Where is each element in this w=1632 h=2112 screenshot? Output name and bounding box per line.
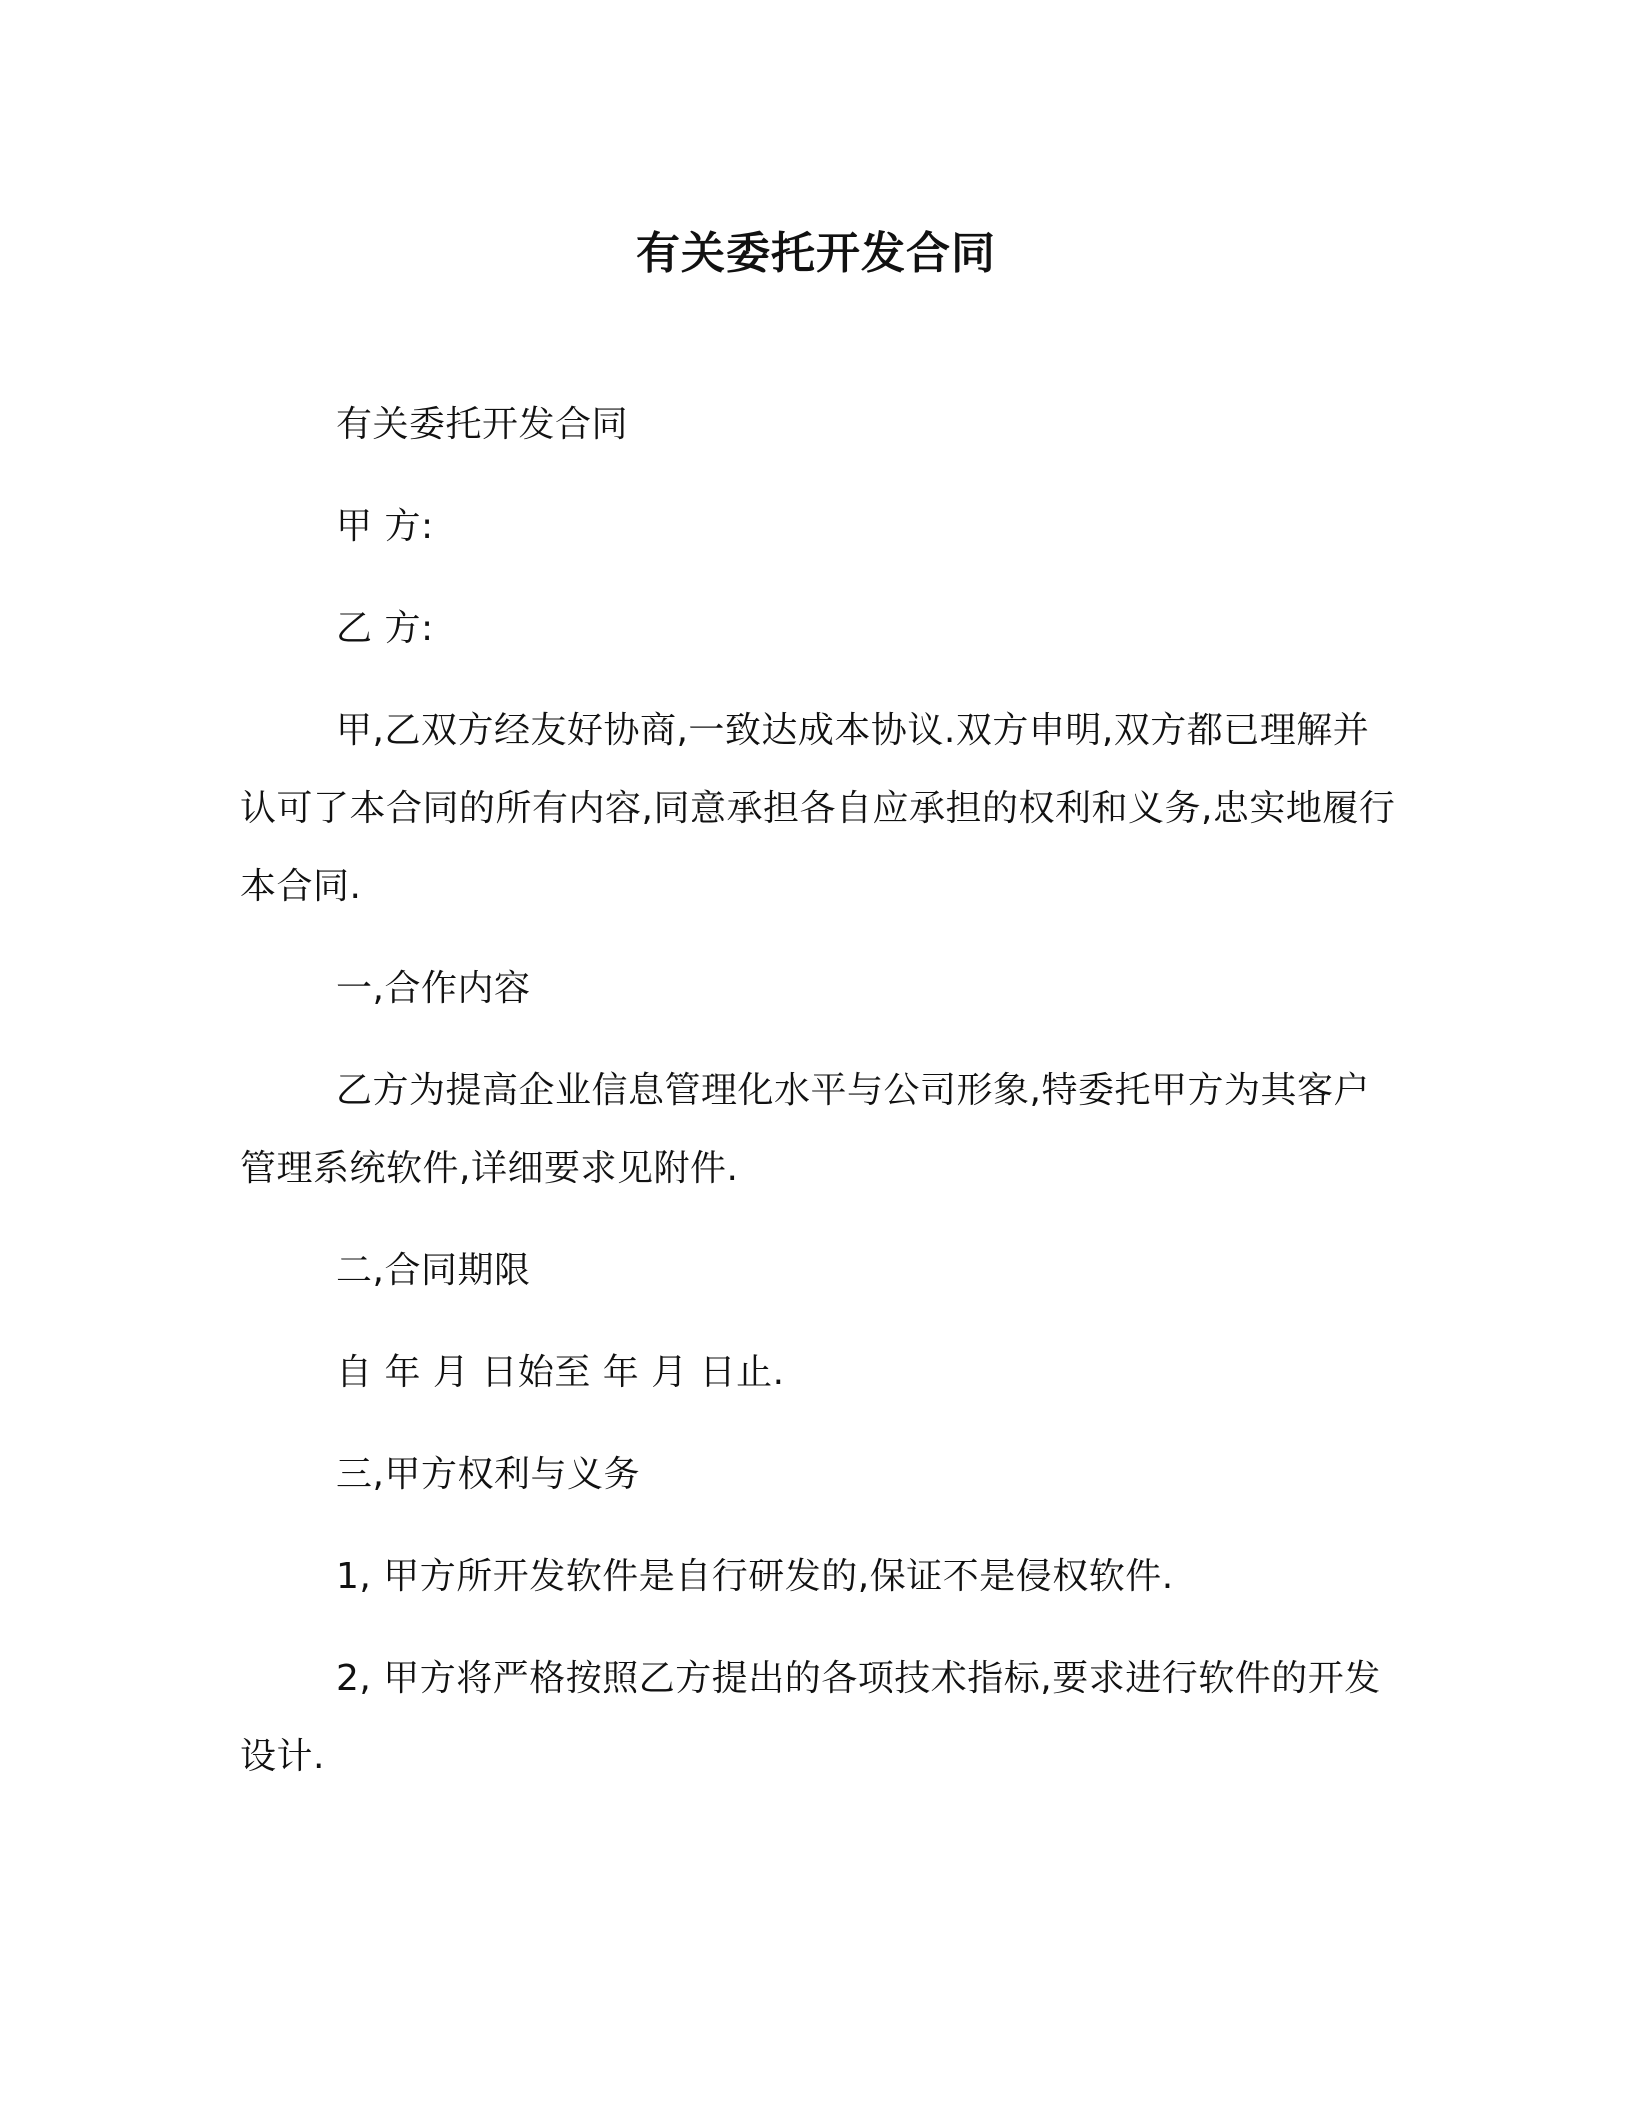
paragraph-term: 自 年 月 日始至 年 月 日止. bbox=[336, 1352, 785, 1393]
clause-2: 2, 甲方将严格按照乙方提出的各项技术指标,要求进行软件的开发设计. bbox=[240, 1658, 1381, 1777]
document-title: 有关委托开发合同 bbox=[636, 228, 996, 279]
paragraph-contract-name: 有关委托开发合同 bbox=[336, 404, 629, 445]
section-heading-term: 二,合同期限 bbox=[336, 1250, 531, 1291]
section-heading-party-a-rights: 三,甲方权利与义务 bbox=[336, 1454, 640, 1495]
section-heading-cooperation: 一,合作内容 bbox=[336, 968, 531, 1009]
paragraph-party-a: 甲 方: bbox=[336, 506, 434, 547]
paragraph-cooperation: 乙方为提高企业信息管理化水平与公司形象,特委托甲方为其客户管理系统软件,详细要求见附件. bbox=[240, 1070, 1370, 1189]
clause-1: 1, 甲方所开发软件是自行研发的,保证不是侵权软件. bbox=[336, 1556, 1174, 1597]
paragraph-party-b: 乙 方: bbox=[336, 608, 434, 649]
paragraph-preamble: 甲,乙双方经友好协商,一致达成本协议.双方申明,双方都已理解并认可了本合同的所有内容,同意承担各自应承担的权利和义务,忠实地履行本合同. bbox=[240, 710, 1396, 907]
